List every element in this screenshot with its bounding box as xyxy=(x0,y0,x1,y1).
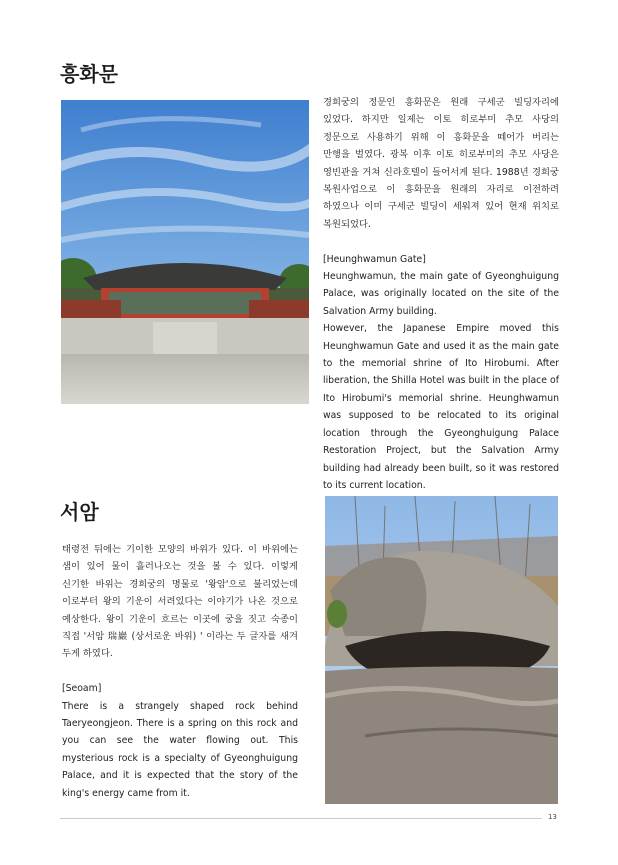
korean-paragraph: 경희궁의 정문인 흥화문은 원래 구세군 빌딩자리에 있었다. 하지만 일제는 이토 히로부미 추모 사당의 정문으로 사용하기 위해 이 흥화문을 떼어가 버리는 만행을 벌였다. 광복 이후 이토 히로부미의 추모 사당은 영빈관을 거쳐 신라호텔이 들어서게 된다. 1988년 경희궁 복원사업으로 이 흥화문을 원래의 자리로 이전하려 하였으나 이미 구세군 빌딩이 세워져 있어 현재 위치로 복원되었다. xyxy=(323,97,559,230)
seoam-rock-photo xyxy=(325,496,558,804)
section2-text xyxy=(62,541,298,802)
section-title-seoam: 서암 xyxy=(60,500,99,524)
english-heading: [Seoam] xyxy=(62,683,102,695)
english-paragraph: However, the Japanese Empire moved this Heunghwamun Gate and used it as the main gate to the memorial shrine of Ito Hirobumi. After liberation, the Shilla Hotel was built in the place of Ito Hirobumi's memorial shrine. Heunghwamun was supposed to be relocated to its original location through the Gyeonghuigung Palace Restoration Project, but the Salvation Army building had already been built, so it was restored to its current location. xyxy=(323,323,559,491)
footer-rule xyxy=(60,818,542,819)
palace-photo xyxy=(61,100,309,404)
page-number: 13 xyxy=(548,813,557,821)
english-paragraph: There is a strangely shaped rock behind Taeryeongjeon. There is a spring on this rock and you can see the water flowing out. This mysterious rock is a specialty of Gyeonghuigung Palace, and it is expected that the story of the king's energy came from it. xyxy=(62,700,298,799)
korean-paragraph: 태령전 뒤에는 기이한 모양의 바위가 있다. 이 바위에는 샘이 있어 물이 흘러나오는 것을 볼 수 있다. 이렇게 신기한 바위는 경희궁의 명물로 '왕암'으로 불리었는데 이로부터 왕의 기운이 서려있다는 이야기가 나온 것으로 예상한다. 왕이 기운이 흐르는 이곳에 궁을 짓고 숙종이 직접 '서암 瑞巖 (상서로운 바위) ' 이라는 두 글자를 새겨 두게 하였다. xyxy=(62,544,298,660)
english-heading: [Heunghwamun Gate] xyxy=(323,253,426,265)
section-title-heunghwamun: 흥화문 xyxy=(60,62,118,86)
english-paragraph: Heunghwamun, the main gate of Gyeonghuigung Palace, was originally located on the site of the Salvation Army building. xyxy=(323,271,559,317)
section1-text xyxy=(323,94,559,494)
